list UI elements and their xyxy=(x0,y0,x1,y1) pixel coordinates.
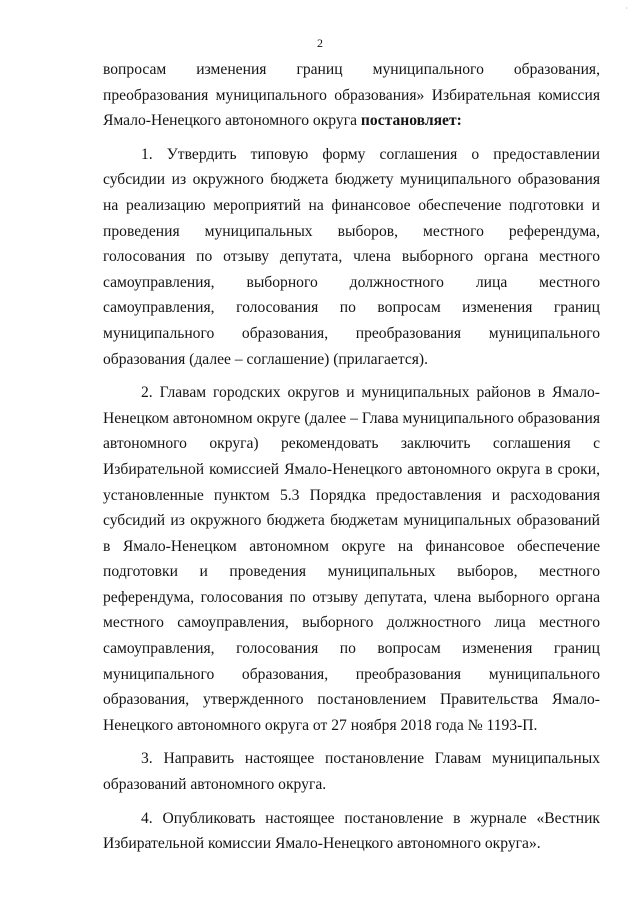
corner-mark: · xyxy=(625,4,628,13)
item-4-paragraph: 4. Опубликовать настоящее постановление в журнале «Вестник Избирательной комиссии Ямало-Ненецкого автономного округа». xyxy=(103,809,600,853)
document-body xyxy=(103,57,600,857)
page-number: 2 xyxy=(317,36,323,50)
intro-paragraph xyxy=(103,57,600,134)
item-3-paragraph: 3. Направить настоящее постановление Главам муниципальных образований автономного округа. xyxy=(103,750,600,794)
intro-text: вопросам изменения границ муниципального образования, преобразования муниципального образования» Избирательная комиссия Ямало-Ненецкого автономного округа xyxy=(103,61,600,130)
resolution-keyword: постановляет: xyxy=(360,112,462,130)
item-1-paragraph: 1. Утвердить типовую форму соглашения о предоставлении субсидии из окружного бюджета бюджету муниципального образования на реализацию мероприятий на финансовое обеспечение подготовки и проведения муниципальных выборов, местного референдума, голосования по отзыву депутата, члена выборного органа местного самоуправления, выборного должностного лица местного самоуправления, голосования по вопросам изменения границ муниципального образования, преобразования муниципального образования (далее – соглашение) (прилагается). xyxy=(103,145,600,368)
item-2-paragraph: 2. Главам городских округов и муниципальных районов в Ямало-Ненецком автономном округе (далее – Глава муниципального образования автономного округа) рекомендовать заключить соглашения с Избирательной комиссией Ямало-Ненецкого автономного округа в сроки, установленные пунктом 5.3 Порядка предоставления и расходования субсидий из окружного бюджета бюджетам муниципальных образований в Ямало-Ненецком автономном округе на финансовое обеспечение подготовки и проведения муниципальных выборов, местного референдума, голосования по отзыву депутата, члена выборного органа местного самоуправления, выборного должностного лица местного самоуправления, голосования по вопросам изменения границ муниципального образования, преобразования муниципального образования, утвержденного постановлением Правительства Ямало-Ненецкого автономного округа от 27 ноября 2018 года № 1193-П. xyxy=(103,384,600,734)
